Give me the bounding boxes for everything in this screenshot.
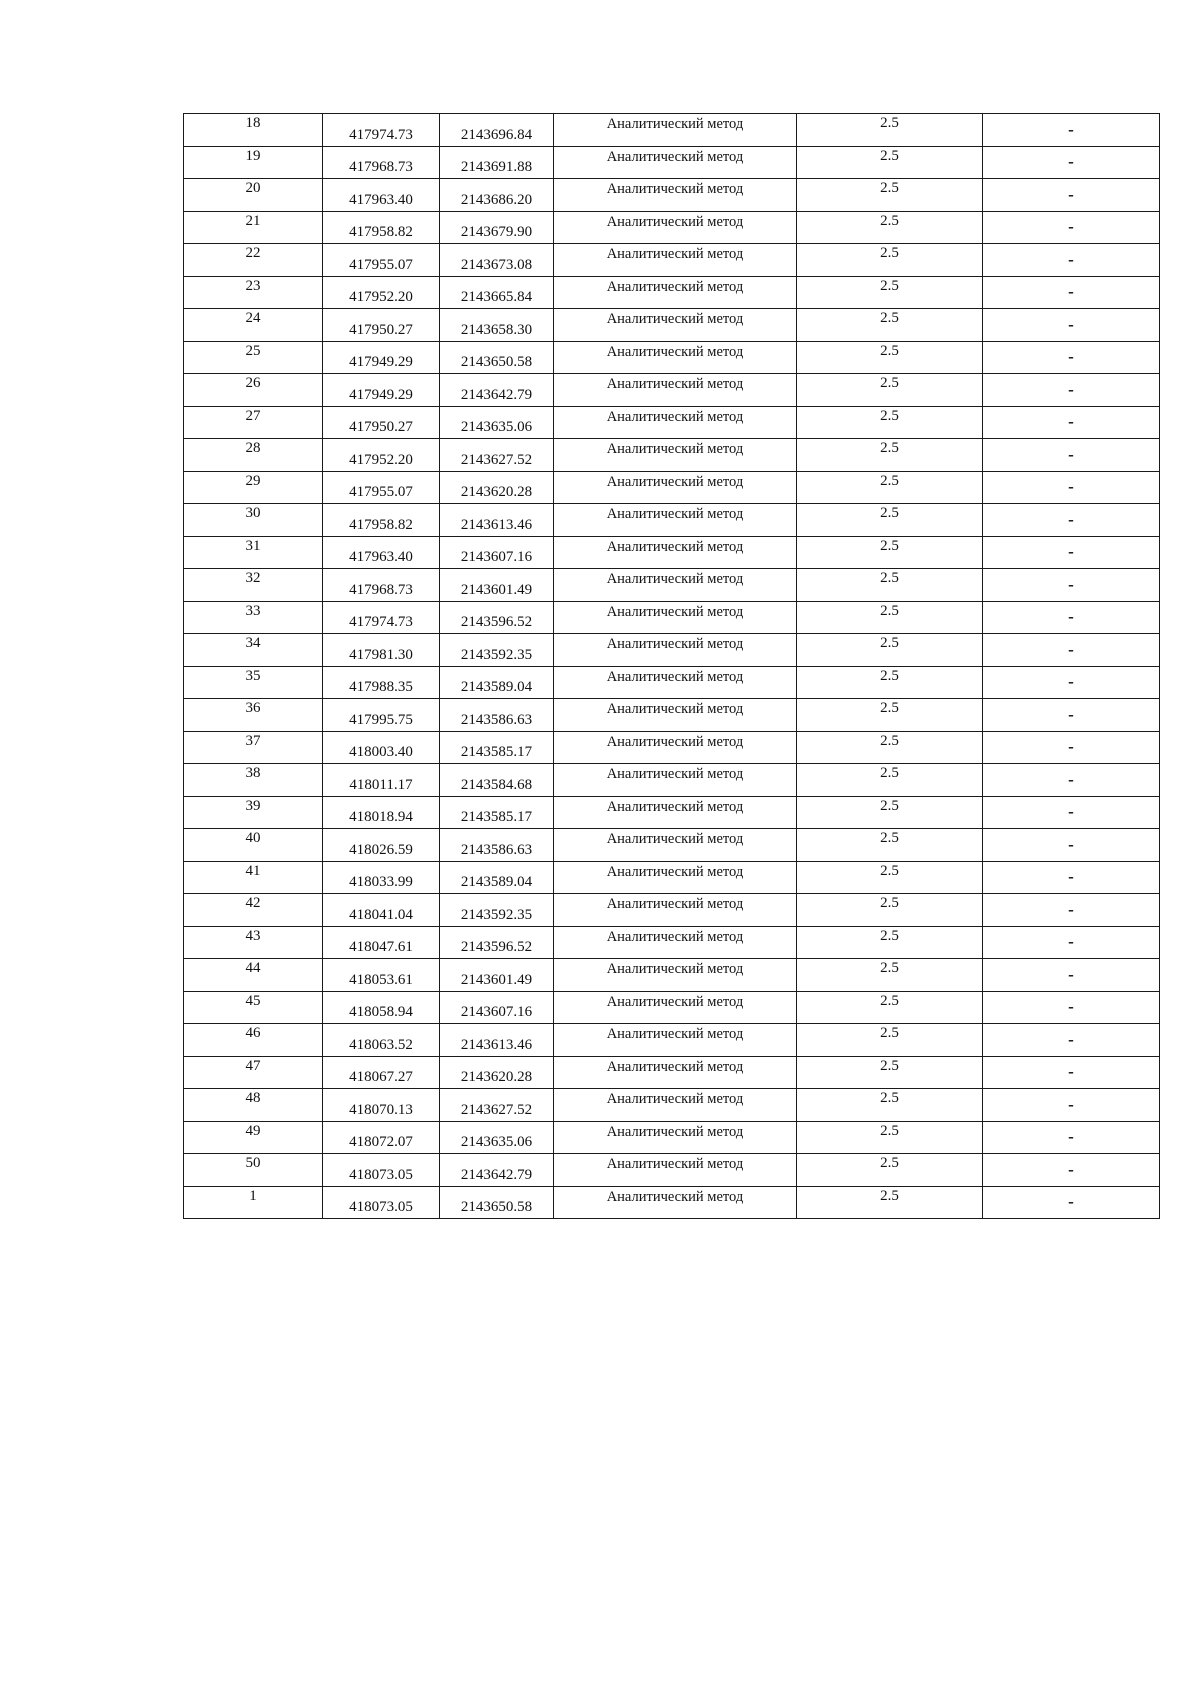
x-coordinate-cell: 418003.40 [323, 731, 440, 764]
method-cell: Аналитический метод [554, 146, 797, 179]
point-number-cell: 27 [184, 406, 323, 439]
point-number-cell: 43 [184, 926, 323, 959]
y-coordinate-cell: 2143589.04 [440, 861, 554, 894]
y-coordinate-cell: 2143585.17 [440, 796, 554, 829]
precision-cell: 2.5 [797, 569, 983, 602]
y-coordinate-cell: 2143696.84 [440, 114, 554, 147]
y-coordinate-cell: 2143596.52 [440, 926, 554, 959]
note-cell: - [983, 829, 1160, 862]
note-cell: - [983, 146, 1160, 179]
point-number-cell: 50 [184, 1154, 323, 1187]
table-row [184, 1089, 1160, 1122]
note-cell: - [983, 959, 1160, 992]
point-number-cell: 18 [184, 114, 323, 147]
point-number-cell: 28 [184, 439, 323, 472]
precision-cell: 2.5 [797, 341, 983, 374]
precision-cell: 2.5 [797, 666, 983, 699]
point-number-cell: 30 [184, 504, 323, 537]
point-number-cell: 42 [184, 894, 323, 927]
point-number-cell: 20 [184, 179, 323, 212]
table-row [184, 179, 1160, 212]
note-cell: - [983, 1121, 1160, 1154]
note-cell: - [983, 699, 1160, 732]
note-cell: - [983, 666, 1160, 699]
y-coordinate-cell: 2143635.06 [440, 406, 554, 439]
method-cell: Аналитический метод [554, 504, 797, 537]
y-coordinate-cell: 2143613.46 [440, 504, 554, 537]
y-coordinate-cell: 2143585.17 [440, 731, 554, 764]
point-number-cell: 24 [184, 309, 323, 342]
point-number-cell: 40 [184, 829, 323, 862]
coordinates-table-body [184, 114, 1160, 1219]
precision-cell: 2.5 [797, 504, 983, 537]
note-cell: - [983, 211, 1160, 244]
table-row [184, 796, 1160, 829]
table-row [184, 894, 1160, 927]
method-cell: Аналитический метод [554, 406, 797, 439]
note-cell: - [983, 991, 1160, 1024]
note-cell: - [983, 861, 1160, 894]
point-number-cell: 1 [184, 1186, 323, 1219]
point-number-cell: 34 [184, 634, 323, 667]
note-cell: - [983, 926, 1160, 959]
x-coordinate-cell: 417950.27 [323, 406, 440, 439]
method-cell: Аналитический метод [554, 861, 797, 894]
table-row [184, 926, 1160, 959]
x-coordinate-cell: 417949.29 [323, 374, 440, 407]
table-row [184, 114, 1160, 147]
x-coordinate-cell: 418018.94 [323, 796, 440, 829]
method-cell: Аналитический метод [554, 114, 797, 147]
table-row [184, 244, 1160, 277]
point-number-cell: 23 [184, 276, 323, 309]
method-cell: Аналитический метод [554, 699, 797, 732]
x-coordinate-cell: 417949.29 [323, 341, 440, 374]
precision-cell: 2.5 [797, 406, 983, 439]
point-number-cell: 46 [184, 1024, 323, 1057]
y-coordinate-cell: 2143592.35 [440, 894, 554, 927]
precision-cell: 2.5 [797, 211, 983, 244]
point-number-cell: 39 [184, 796, 323, 829]
precision-cell: 2.5 [797, 1186, 983, 1219]
note-cell: - [983, 374, 1160, 407]
y-coordinate-cell: 2143679.90 [440, 211, 554, 244]
x-coordinate-cell: 418011.17 [323, 764, 440, 797]
y-coordinate-cell: 2143584.68 [440, 764, 554, 797]
y-coordinate-cell: 2143691.88 [440, 146, 554, 179]
precision-cell: 2.5 [797, 309, 983, 342]
precision-cell: 2.5 [797, 991, 983, 1024]
table-row [184, 829, 1160, 862]
method-cell: Аналитический метод [554, 471, 797, 504]
method-cell: Аналитический метод [554, 991, 797, 1024]
x-coordinate-cell: 417958.82 [323, 504, 440, 537]
table-row [184, 861, 1160, 894]
table-row [184, 634, 1160, 667]
y-coordinate-cell: 2143665.84 [440, 276, 554, 309]
y-coordinate-cell: 2143586.63 [440, 829, 554, 862]
table-row [184, 666, 1160, 699]
table-row [184, 991, 1160, 1024]
method-cell: Аналитический метод [554, 926, 797, 959]
x-coordinate-cell: 417995.75 [323, 699, 440, 732]
x-coordinate-cell: 418047.61 [323, 926, 440, 959]
x-coordinate-cell: 417968.73 [323, 146, 440, 179]
precision-cell: 2.5 [797, 471, 983, 504]
point-number-cell: 36 [184, 699, 323, 732]
y-coordinate-cell: 2143601.49 [440, 959, 554, 992]
method-cell: Аналитический метод [554, 829, 797, 862]
method-cell: Аналитический метод [554, 731, 797, 764]
precision-cell: 2.5 [797, 1089, 983, 1122]
precision-cell: 2.5 [797, 1121, 983, 1154]
table-row [184, 731, 1160, 764]
y-coordinate-cell: 2143607.16 [440, 991, 554, 1024]
precision-cell: 2.5 [797, 634, 983, 667]
note-cell: - [983, 796, 1160, 829]
table-row [184, 341, 1160, 374]
y-coordinate-cell: 2143642.79 [440, 1154, 554, 1187]
method-cell: Аналитический метод [554, 1024, 797, 1057]
point-number-cell: 41 [184, 861, 323, 894]
precision-cell: 2.5 [797, 439, 983, 472]
precision-cell: 2.5 [797, 1056, 983, 1089]
y-coordinate-cell: 2143620.28 [440, 1056, 554, 1089]
precision-cell: 2.5 [797, 959, 983, 992]
point-number-cell: 21 [184, 211, 323, 244]
precision-cell: 2.5 [797, 926, 983, 959]
note-cell: - [983, 894, 1160, 927]
method-cell: Аналитический метод [554, 894, 797, 927]
precision-cell: 2.5 [797, 146, 983, 179]
method-cell: Аналитический метод [554, 374, 797, 407]
y-coordinate-cell: 2143650.58 [440, 1186, 554, 1219]
note-cell: - [983, 309, 1160, 342]
precision-cell: 2.5 [797, 374, 983, 407]
method-cell: Аналитический метод [554, 959, 797, 992]
method-cell: Аналитический метод [554, 601, 797, 634]
y-coordinate-cell: 2143627.52 [440, 439, 554, 472]
precision-cell: 2.5 [797, 861, 983, 894]
precision-cell: 2.5 [797, 796, 983, 829]
method-cell: Аналитический метод [554, 1154, 797, 1187]
point-number-cell: 19 [184, 146, 323, 179]
precision-cell: 2.5 [797, 1024, 983, 1057]
method-cell: Аналитический метод [554, 1056, 797, 1089]
x-coordinate-cell: 418067.27 [323, 1056, 440, 1089]
precision-cell: 2.5 [797, 764, 983, 797]
y-coordinate-cell: 2143658.30 [440, 309, 554, 342]
point-number-cell: 48 [184, 1089, 323, 1122]
method-cell: Аналитический метод [554, 764, 797, 797]
precision-cell: 2.5 [797, 114, 983, 147]
table-row [184, 504, 1160, 537]
table-row [184, 439, 1160, 472]
method-cell: Аналитический метод [554, 244, 797, 277]
x-coordinate-cell: 417955.07 [323, 244, 440, 277]
x-coordinate-cell: 417988.35 [323, 666, 440, 699]
precision-cell: 2.5 [797, 244, 983, 277]
table-row [184, 1024, 1160, 1057]
precision-cell: 2.5 [797, 699, 983, 732]
y-coordinate-cell: 2143673.08 [440, 244, 554, 277]
point-number-cell: 45 [184, 991, 323, 1024]
method-cell: Аналитический метод [554, 341, 797, 374]
method-cell: Аналитический метод [554, 666, 797, 699]
table-row [184, 309, 1160, 342]
x-coordinate-cell: 417974.73 [323, 114, 440, 147]
x-coordinate-cell: 418058.94 [323, 991, 440, 1024]
y-coordinate-cell: 2143586.63 [440, 699, 554, 732]
table-row [184, 146, 1160, 179]
point-number-cell: 49 [184, 1121, 323, 1154]
table-row [184, 569, 1160, 602]
method-cell: Аналитический метод [554, 309, 797, 342]
note-cell: - [983, 244, 1160, 277]
x-coordinate-cell: 417958.82 [323, 211, 440, 244]
method-cell: Аналитический метод [554, 1186, 797, 1219]
point-number-cell: 35 [184, 666, 323, 699]
x-coordinate-cell: 417950.27 [323, 309, 440, 342]
note-cell: - [983, 731, 1160, 764]
coordinates-table [183, 113, 1160, 1219]
precision-cell: 2.5 [797, 1154, 983, 1187]
x-coordinate-cell: 418053.61 [323, 959, 440, 992]
x-coordinate-cell: 417952.20 [323, 276, 440, 309]
y-coordinate-cell: 2143620.28 [440, 471, 554, 504]
x-coordinate-cell: 418072.07 [323, 1121, 440, 1154]
method-cell: Аналитический метод [554, 1121, 797, 1154]
note-cell: - [983, 1056, 1160, 1089]
method-cell: Аналитический метод [554, 211, 797, 244]
note-cell: - [983, 114, 1160, 147]
precision-cell: 2.5 [797, 536, 983, 569]
x-coordinate-cell: 418073.05 [323, 1154, 440, 1187]
note-cell: - [983, 1089, 1160, 1122]
table-row [184, 764, 1160, 797]
method-cell: Аналитический метод [554, 569, 797, 602]
precision-cell: 2.5 [797, 276, 983, 309]
y-coordinate-cell: 2143627.52 [440, 1089, 554, 1122]
table-row [184, 471, 1160, 504]
note-cell: - [983, 536, 1160, 569]
table-row [184, 1154, 1160, 1187]
x-coordinate-cell: 417963.40 [323, 536, 440, 569]
point-number-cell: 26 [184, 374, 323, 407]
y-coordinate-cell: 2143642.79 [440, 374, 554, 407]
x-coordinate-cell: 417955.07 [323, 471, 440, 504]
method-cell: Аналитический метод [554, 276, 797, 309]
table-row [184, 1056, 1160, 1089]
point-number-cell: 44 [184, 959, 323, 992]
point-number-cell: 33 [184, 601, 323, 634]
y-coordinate-cell: 2143650.58 [440, 341, 554, 374]
note-cell: - [983, 341, 1160, 374]
table-row [184, 374, 1160, 407]
note-cell: - [983, 601, 1160, 634]
point-number-cell: 25 [184, 341, 323, 374]
method-cell: Аналитический метод [554, 1089, 797, 1122]
point-number-cell: 31 [184, 536, 323, 569]
point-number-cell: 29 [184, 471, 323, 504]
precision-cell: 2.5 [797, 829, 983, 862]
note-cell: - [983, 179, 1160, 212]
y-coordinate-cell: 2143613.46 [440, 1024, 554, 1057]
note-cell: - [983, 471, 1160, 504]
table-row [184, 601, 1160, 634]
table-row [184, 406, 1160, 439]
note-cell: - [983, 504, 1160, 537]
table-row [184, 211, 1160, 244]
table-row [184, 276, 1160, 309]
y-coordinate-cell: 2143592.35 [440, 634, 554, 667]
method-cell: Аналитический метод [554, 634, 797, 667]
precision-cell: 2.5 [797, 179, 983, 212]
point-number-cell: 37 [184, 731, 323, 764]
y-coordinate-cell: 2143596.52 [440, 601, 554, 634]
x-coordinate-cell: 418063.52 [323, 1024, 440, 1057]
table-row [184, 1186, 1160, 1219]
method-cell: Аналитический метод [554, 179, 797, 212]
x-coordinate-cell: 418033.99 [323, 861, 440, 894]
note-cell: - [983, 764, 1160, 797]
precision-cell: 2.5 [797, 731, 983, 764]
table-row [184, 536, 1160, 569]
note-cell: - [983, 1186, 1160, 1219]
method-cell: Аналитический метод [554, 536, 797, 569]
note-cell: - [983, 406, 1160, 439]
x-coordinate-cell: 417981.30 [323, 634, 440, 667]
table-row [184, 1121, 1160, 1154]
y-coordinate-cell: 2143607.16 [440, 536, 554, 569]
x-coordinate-cell: 417963.40 [323, 179, 440, 212]
point-number-cell: 22 [184, 244, 323, 277]
note-cell: - [983, 1154, 1160, 1187]
x-coordinate-cell: 417952.20 [323, 439, 440, 472]
note-cell: - [983, 1024, 1160, 1057]
x-coordinate-cell: 418026.59 [323, 829, 440, 862]
note-cell: - [983, 569, 1160, 602]
table-row [184, 699, 1160, 732]
point-number-cell: 47 [184, 1056, 323, 1089]
y-coordinate-cell: 2143601.49 [440, 569, 554, 602]
point-number-cell: 38 [184, 764, 323, 797]
x-coordinate-cell: 417968.73 [323, 569, 440, 602]
note-cell: - [983, 634, 1160, 667]
precision-cell: 2.5 [797, 894, 983, 927]
point-number-cell: 32 [184, 569, 323, 602]
x-coordinate-cell: 417974.73 [323, 601, 440, 634]
table-row [184, 959, 1160, 992]
method-cell: Аналитический метод [554, 439, 797, 472]
precision-cell: 2.5 [797, 601, 983, 634]
y-coordinate-cell: 2143686.20 [440, 179, 554, 212]
y-coordinate-cell: 2143635.06 [440, 1121, 554, 1154]
method-cell: Аналитический метод [554, 796, 797, 829]
x-coordinate-cell: 418073.05 [323, 1186, 440, 1219]
y-coordinate-cell: 2143589.04 [440, 666, 554, 699]
x-coordinate-cell: 418041.04 [323, 894, 440, 927]
note-cell: - [983, 439, 1160, 472]
x-coordinate-cell: 418070.13 [323, 1089, 440, 1122]
note-cell: - [983, 276, 1160, 309]
